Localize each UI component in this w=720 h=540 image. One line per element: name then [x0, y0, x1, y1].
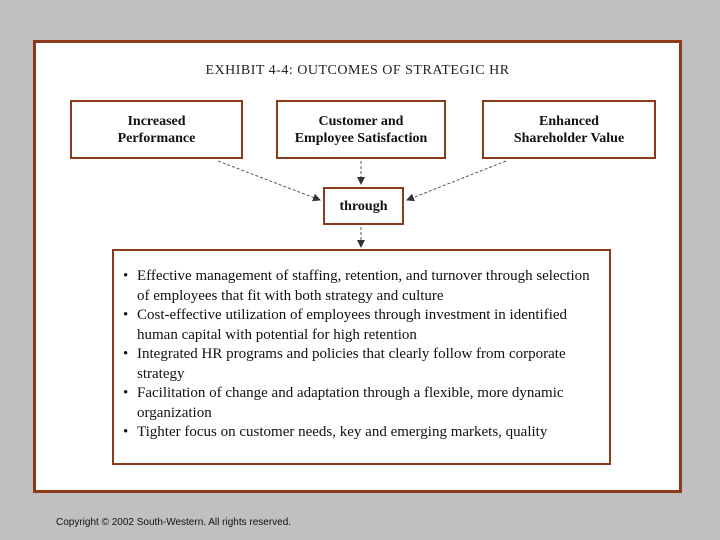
list-item: • Effective management of staffing, retention, and turnover through selection of employees that fit with both strategy and culture — [122, 267, 601, 306]
list-item: • Integrated HR programs and policies that clearly follow from corporate strategy — [122, 345, 601, 384]
means-list — [122, 267, 601, 443]
list-item: • Tighter focus on customer needs, key and emerging markets, quality — [122, 423, 601, 443]
outcome-label: Shareholder Value — [513, 130, 625, 146]
arrow-shareholder-to-through — [407, 161, 506, 200]
through-label: through — [339, 198, 388, 214]
through-box — [323, 187, 404, 225]
outcome-label: Enhanced — [539, 113, 599, 129]
outcome-label: Performance — [117, 130, 196, 146]
exhibit-frame — [33, 40, 682, 493]
means-list-box — [112, 249, 611, 465]
list-item: • Cost-effective utilization of employees through investment in identified human capital with potential for high retention — [122, 306, 601, 345]
outcome-box-satisfaction — [276, 100, 446, 159]
arrow-performance-to-through — [218, 161, 320, 200]
list-item: • Facilitation of change and adaptation through a flexible, more dynamic organization — [122, 384, 601, 423]
outcome-box-shareholder-value — [482, 100, 656, 159]
outcome-label: Employee Satisfaction — [294, 130, 428, 146]
copyright-notice: Copyright © 2002 South-Western. All rights reserved. — [56, 517, 292, 528]
outcome-label: Customer and — [318, 113, 404, 129]
outcome-box-performance — [70, 100, 243, 159]
exhibit-title: EXHIBIT 4-4: OUTCOMES OF STRATEGIC HR — [205, 63, 510, 78]
outcome-label: Increased — [127, 113, 186, 129]
